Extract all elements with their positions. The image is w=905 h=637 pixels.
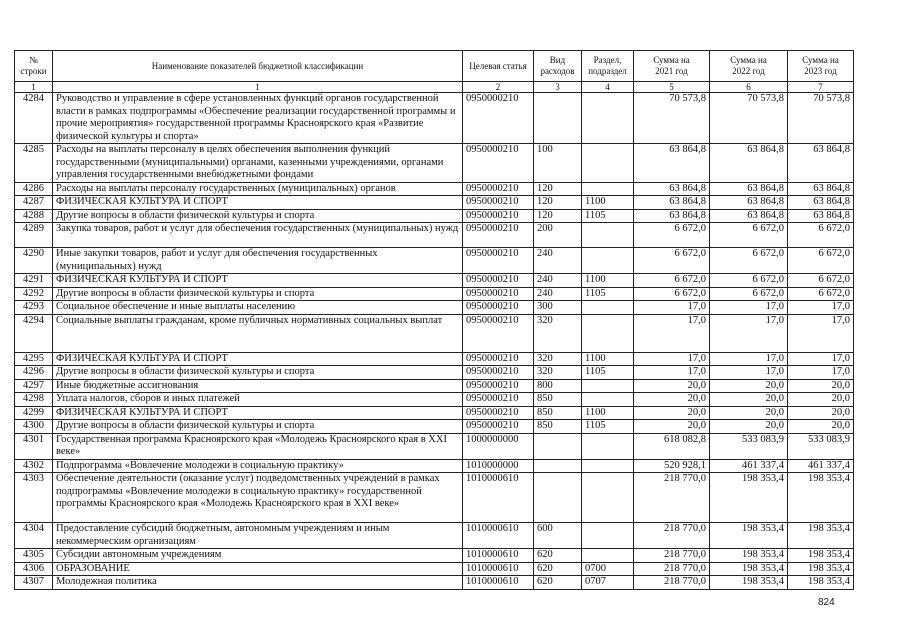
expense-type-cell: 320 [534,352,582,366]
table-row [15,182,854,196]
expense-type-cell: 600 [534,523,582,549]
sum-2022-cell: 20,0 [710,420,788,434]
sum-2023-cell: 198 353,4 [788,473,854,523]
sum-2021-cell: 6 672,0 [634,248,710,274]
target-article-cell: 1010000610 [463,549,534,563]
sum-2022-cell: 17,0 [710,366,788,380]
table-row [15,576,854,590]
indicator-name-cell: Другие вопросы в области физической культуры и спорта [53,420,463,434]
sum-2021-cell: 17,0 [634,301,710,315]
sum-2022-cell: 63 864,8 [710,196,788,210]
table-row [15,93,854,144]
sum-2021-cell: 6 672,0 [634,287,710,301]
sum-2022-cell: 198 353,4 [710,473,788,523]
table-row [15,274,854,288]
expense-type-cell: 240 [534,274,582,288]
indicator-name-cell: Расходы на выплаты персоналу в целях обеспечения выполнения функций государственными (муниципальными) органами, казенными учреждениями, органами управления государственными внебюджетными фондами [53,144,463,183]
sum-2023-cell: 20,0 [788,406,854,420]
row-number-cell: 4303 [15,473,53,523]
section-cell: 0700 [582,562,634,576]
sum-2023-cell: 6 672,0 [788,248,854,274]
target-article-cell: 0950000210 [463,209,534,223]
expense-type-cell: 240 [534,287,582,301]
sum-2021-cell: 218 770,0 [634,562,710,576]
section-cell: 0707 [582,576,634,590]
header-sum-2021: Сумма на 2021 год [634,51,710,82]
table-row [15,223,854,248]
table-row [15,523,854,549]
sum-2023-cell: 17,0 [788,366,854,380]
row-number-cell: 4285 [15,144,53,183]
indicator-name-cell: ФИЗИЧЕСКАЯ КУЛЬТУРА И СПОРТ [53,352,463,366]
indicator-name-cell: Закупка товаров, работ и услуг для обеспечения государственных (муниципальных) нужд [53,223,463,248]
indicator-name-cell: ОБРАЗОВАНИЕ [53,562,463,576]
row-number-cell: 4307 [15,576,53,590]
table-row [15,144,854,183]
sum-2022-cell: 198 353,4 [710,523,788,549]
indicator-name-cell: Субсидии автономным учреждениям [53,549,463,563]
table-row [15,459,854,473]
sum-2022-cell: 20,0 [710,406,788,420]
header-target-article: Целевая статья [463,51,534,82]
sum-2021-cell: 218 770,0 [634,576,710,590]
row-number-cell: 4286 [15,182,53,196]
table-row [15,209,854,223]
section-cell [582,549,634,563]
sum-2022-cell: 70 573,8 [710,93,788,144]
section-cell [582,248,634,274]
sum-2022-cell: 461 337,4 [710,459,788,473]
target-article-cell: 1010000000 [463,459,534,473]
section-cell [582,433,634,459]
sum-2021-cell: 6 672,0 [634,223,710,248]
sum-2021-cell: 218 770,0 [634,473,710,523]
sum-2021-cell: 618 082,8 [634,433,710,459]
sum-2021-cell: 17,0 [634,366,710,380]
table-row [15,366,854,380]
indicator-name-cell: Иные бюджетные ассигнования [53,379,463,393]
sum-2022-cell: 20,0 [710,379,788,393]
column-number: 4 [582,82,634,93]
header-expense-type: Вид расходов [534,51,582,82]
indicator-name-cell: Руководство и управление в сфере установленных функций органов государственной власти в рамках подпрограммы «Обеспечение реализации государственной программы и прочие мероприятия» государственной программы Красноярского края «Развитие физической культуры и спорта» [53,93,463,144]
sum-2022-cell: 63 864,8 [710,209,788,223]
indicator-name-cell: Социальные выплаты гражданам, кроме публичных нормативных социальных выплат [53,314,463,352]
target-article-cell: 0950000210 [463,274,534,288]
expense-type-cell: 620 [534,549,582,563]
section-cell [582,459,634,473]
column-number: 3 [534,82,582,93]
sum-2023-cell: 63 864,8 [788,144,854,183]
expense-type-cell [534,459,582,473]
target-article-cell: 1010000610 [463,473,534,523]
indicator-name-cell: Расходы на выплаты персоналу государственных (муниципальных) органов [53,182,463,196]
expense-type-cell: 320 [534,366,582,380]
budget-sheet [14,50,854,590]
row-number-cell: 4294 [15,314,53,352]
table-row [15,433,854,459]
row-number-cell: 4302 [15,459,53,473]
column-number: 6 [710,82,788,93]
row-number-cell: 4297 [15,379,53,393]
sum-2022-cell: 6 672,0 [710,248,788,274]
expense-type-cell [534,473,582,523]
table-row [15,196,854,210]
target-article-cell: 0950000210 [463,366,534,380]
expense-type-cell: 620 [534,562,582,576]
row-number-cell: 4292 [15,287,53,301]
row-number-cell: 4304 [15,523,53,549]
indicator-name-cell: Государственная программа Красноярского края «Молодежь Красноярского края в XXI веке» [53,433,463,459]
column-number: 2 [463,82,534,93]
expense-type-cell [534,433,582,459]
table-row [15,473,854,523]
row-number-cell: 4298 [15,393,53,407]
target-article-cell: 0950000210 [463,248,534,274]
table-row [15,301,854,315]
sum-2023-cell: 198 353,4 [788,562,854,576]
sum-2023-cell: 17,0 [788,314,854,352]
sum-2021-cell: 20,0 [634,393,710,407]
expense-type-cell: 800 [534,379,582,393]
sum-2021-cell: 20,0 [634,420,710,434]
target-article-cell: 0950000210 [463,406,534,420]
target-article-cell: 1010000610 [463,576,534,590]
indicator-name-cell: Предоставление субсидий бюджетным, автономным учреждениям и иным некоммерческим организациям [53,523,463,549]
expense-type-cell: 620 [534,576,582,590]
sum-2022-cell: 63 864,8 [710,182,788,196]
target-article-cell: 0950000210 [463,314,534,352]
row-number-cell: 4291 [15,274,53,288]
sum-2023-cell: 20,0 [788,379,854,393]
row-number-cell: 4293 [15,301,53,315]
sum-2023-cell: 198 353,4 [788,523,854,549]
indicator-name-cell: Подпрограмма «Вовлечение молодежи в социальную практику» [53,459,463,473]
sum-2021-cell: 63 864,8 [634,182,710,196]
sum-2021-cell: 218 770,0 [634,523,710,549]
sum-2022-cell: 17,0 [710,352,788,366]
expense-type-cell: 120 [534,196,582,210]
indicator-name-cell: ФИЗИЧЕСКАЯ КУЛЬТУРА И СПОРТ [53,274,463,288]
table-row [15,406,854,420]
sum-2023-cell: 70 573,8 [788,93,854,144]
indicator-name-cell: ФИЗИЧЕСКАЯ КУЛЬТУРА И СПОРТ [53,406,463,420]
expense-type-cell: 120 [534,209,582,223]
sum-2021-cell: 20,0 [634,379,710,393]
sum-2021-cell: 218 770,0 [634,549,710,563]
indicator-name-cell: Молодежная политика [53,576,463,590]
sum-2021-cell: 63 864,8 [634,196,710,210]
row-number-cell: 4301 [15,433,53,459]
section-cell [582,379,634,393]
section-cell: 1105 [582,420,634,434]
table-header [15,51,854,93]
expense-type-cell: 320 [534,314,582,352]
sum-2021-cell: 17,0 [634,314,710,352]
section-cell [582,182,634,196]
sum-2022-cell: 6 672,0 [710,287,788,301]
section-cell: 1100 [582,196,634,210]
header-sum-2023: Сумма на 2023 год [788,51,854,82]
column-number: 7 [788,82,854,93]
table-row [15,287,854,301]
indicator-name-cell: Социальное обеспечение и иные выплаты населению [53,301,463,315]
sum-2023-cell: 63 864,8 [788,182,854,196]
sum-2022-cell: 17,0 [710,301,788,315]
sum-2023-cell: 6 672,0 [788,287,854,301]
section-cell: 1100 [582,406,634,420]
row-number-cell: 4306 [15,562,53,576]
indicator-name-cell: Другие вопросы в области физической культуры и спорта [53,287,463,301]
sum-2022-cell: 198 353,4 [710,549,788,563]
target-article-cell: 0950000210 [463,393,534,407]
sum-2023-cell: 461 337,4 [788,459,854,473]
table-row [15,352,854,366]
target-article-cell: 0950000210 [463,379,534,393]
target-article-cell: 0950000210 [463,182,534,196]
header-row [15,51,854,82]
row-number-cell: 4295 [15,352,53,366]
target-article-cell: 0950000210 [463,93,534,144]
target-article-cell: 1000000000 [463,433,534,459]
target-article-cell: 0950000210 [463,144,534,183]
section-cell: 1100 [582,352,634,366]
row-number-cell: 4287 [15,196,53,210]
header-indicator-name: Наименование показателей бюджетной классификации [53,51,463,82]
sum-2023-cell: 6 672,0 [788,274,854,288]
sum-2022-cell: 6 672,0 [710,274,788,288]
sum-2021-cell: 20,0 [634,406,710,420]
sum-2023-cell: 63 864,8 [788,209,854,223]
expense-type-cell: 200 [534,223,582,248]
table-row [15,379,854,393]
table-row [15,562,854,576]
section-cell [582,93,634,144]
section-cell [582,314,634,352]
table-row [15,248,854,274]
table-body [15,93,854,590]
indicator-name-cell: Другие вопросы в области физической культуры и спорта [53,366,463,380]
expense-type-cell: 850 [534,393,582,407]
header-sum-2022: Сумма на 2022 год [710,51,788,82]
target-article-cell: 1010000610 [463,523,534,549]
sum-2023-cell: 63 864,8 [788,196,854,210]
sum-2022-cell: 20,0 [710,393,788,407]
column-number: 5 [634,82,710,93]
expense-type-cell: 850 [534,406,582,420]
table-row [15,314,854,352]
section-cell: 1105 [582,366,634,380]
column-number-row [15,82,854,93]
expense-type-cell: 240 [534,248,582,274]
expense-type-cell [534,93,582,144]
sum-2022-cell: 6 672,0 [710,223,788,248]
row-number-cell: 4299 [15,406,53,420]
expense-type-cell: 300 [534,301,582,315]
sum-2021-cell: 70 573,8 [634,93,710,144]
header-section: Раздел, подраздел [582,51,634,82]
sum-2023-cell: 6 672,0 [788,223,854,248]
indicator-name-cell: Уплата налогов, сборов и иных платежей [53,393,463,407]
sum-2023-cell: 198 353,4 [788,576,854,590]
sum-2022-cell: 533 083,9 [710,433,788,459]
sum-2021-cell: 63 864,8 [634,209,710,223]
section-cell [582,144,634,183]
row-number-cell: 4305 [15,549,53,563]
expense-type-cell: 100 [534,144,582,183]
row-number-cell: 4290 [15,248,53,274]
sum-2022-cell: 198 353,4 [710,562,788,576]
row-number-cell: 4284 [15,93,53,144]
column-number: 1 [15,82,53,93]
section-cell: 1100 [582,274,634,288]
target-article-cell: 0950000210 [463,196,534,210]
section-cell [582,301,634,315]
target-article-cell: 0950000210 [463,420,534,434]
row-number-cell: 4288 [15,209,53,223]
target-article-cell: 0950000210 [463,301,534,315]
sum-2021-cell: 17,0 [634,352,710,366]
header-row-number: № строки [15,51,53,82]
budget-table [14,50,854,590]
table-row [15,549,854,563]
table-row [15,420,854,434]
section-cell [582,473,634,523]
section-cell [582,393,634,407]
target-article-cell: 0950000210 [463,223,534,248]
indicator-name-cell: ФИЗИЧЕСКАЯ КУЛЬТУРА И СПОРТ [53,196,463,210]
sum-2022-cell: 17,0 [710,314,788,352]
row-number-cell: 4296 [15,366,53,380]
sum-2023-cell: 20,0 [788,393,854,407]
table-row [15,393,854,407]
column-number: 1 [53,82,463,93]
section-cell: 1105 [582,209,634,223]
sum-2022-cell: 63 864,8 [710,144,788,183]
expense-type-cell: 120 [534,182,582,196]
sum-2021-cell: 520 928,1 [634,459,710,473]
target-article-cell: 1010000610 [463,562,534,576]
sum-2023-cell: 17,0 [788,352,854,366]
sum-2021-cell: 6 672,0 [634,274,710,288]
section-cell [582,523,634,549]
indicator-name-cell: Другие вопросы в области физической культуры и спорта [53,209,463,223]
indicator-name-cell: Иные закупки товаров, работ и услуг для обеспечения государственных (муниципальных) нужд [53,248,463,274]
sum-2021-cell: 63 864,8 [634,144,710,183]
target-article-cell: 0950000210 [463,287,534,301]
row-number-cell: 4300 [15,420,53,434]
sum-2023-cell: 533 083,9 [788,433,854,459]
section-cell [582,223,634,248]
row-number-cell: 4289 [15,223,53,248]
sum-2022-cell: 198 353,4 [710,576,788,590]
sum-2023-cell: 198 353,4 [788,549,854,563]
expense-type-cell: 850 [534,420,582,434]
sum-2023-cell: 17,0 [788,301,854,315]
section-cell: 1105 [582,287,634,301]
sum-2023-cell: 20,0 [788,420,854,434]
target-article-cell: 0950000210 [463,352,534,366]
page-number: 824 [818,597,835,608]
indicator-name-cell: Обеспечение деятельности (оказание услуг) подведомственных учреждений в рамках подпрограммы «Вовлечение молодежи в социальную практику» государственной программы Красноярского края «Молодежь Красноярского края в XXI веке» [53,473,463,523]
